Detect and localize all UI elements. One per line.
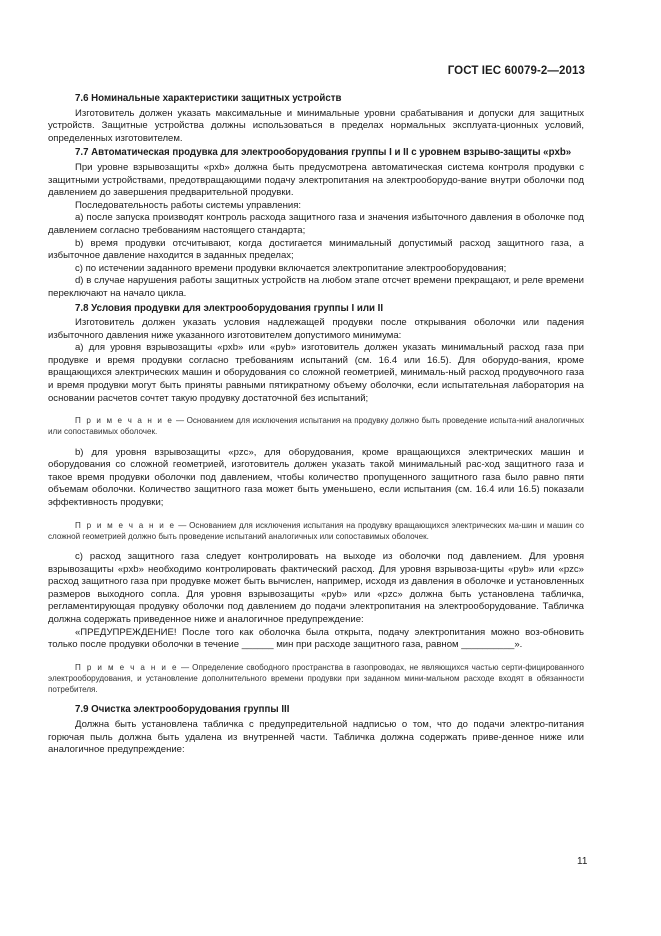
list-item: b) для уровня взрывозащиты «pzc», для оборудования, кроме вращающихся электрических машин и оборудования со сложной геометрией, изготовитель должен указать такой минимальный рас-ход защитного газа и такое время продувки оболочки под давлением, чтобы количество пропущенного защитного газа было равно пяти объемам оболочки. Количество защитного газа может быть уменьшено, если испытания (см. 16.4 или 16.5) показали эффективность продувки; <box>48 446 584 509</box>
note-label: П р и м е ч а н и е <box>75 520 176 530</box>
section-heading-7-6: 7.6 Номинальные характеристики защитных устройств <box>75 93 342 104</box>
warning-text: «ПРЕДУПРЕЖДЕНИЕ! После того как оболочка была открыта, подачу электропитания можно воз-обновить только после продувки оболочки в течение ______ мин при расходе защитного газа, равном __________». <box>48 626 584 651</box>
note-text: — Основанием для исключения испытания на продувку вращающихся электрических ма-шин и машин со сложной геометрией должно быть проведение испытаний аналогичных или сопоставимых оболочек. <box>48 520 584 541</box>
note-label: П р и м е ч а н и е <box>75 662 178 672</box>
paragraph: При уровне взрывозащиты «pxb» должна быть предусмотрена автоматическая система контроля продувки с защитными устройствами, предотвращающими подачу электропитания на электрооборудо-вание внутри оболочки под давлением до завершения предварительной продувки. <box>48 161 584 199</box>
paragraph: Последовательность работы системы управления: <box>75 199 302 211</box>
list-item: c) расход защитного газа следует контролировать на выходе из оболочки под давлением. Для уровня взрывозащиты «pxb» необходимо контролировать фактический расход. Для уровня взрывоза-щиты «pyb» или «pzc» расход защитного газа при продувке может быть вычислен, например, исходя из давления в оболочке и установленных размеров выходного сопла. Для уровня взрывозащиты «pyb» или «pzc» должна быть установлена табличка, регламентирующая продувку оболочки под давлением до подачи электропитания на электрооборудование. Табличка должна содержать приведенное ниже и аналогичное предупреждение: <box>48 551 584 625</box>
paragraph: Изготовитель должен указать максимальные и минимальные уровни срабатывания и допуски для защитных устройств. Защитные устройства должны использоваться в пределах нормальных эксплуата-ционных условий, определенных изготовителем. <box>48 107 584 144</box>
list-item: d) в случае нарушения работы защитных устройств на любом этапе отсчет времени прекращают, и реле времени переключают на начало цикла. <box>48 275 584 299</box>
section-heading-7-8: 7.8 Условия продувки для электрооборудования группы I или II <box>75 302 384 314</box>
section-heading-7-9: 7.9 Очистка электрооборудования группы III <box>75 704 290 716</box>
note-text: — Определение свободного пространства в газопроводах, не являющихся частью серти-фицированного электрооборудования, и установление дополнительного времени продувки при заданном мини-мальном расходе входят в обязанности потребителя. <box>48 662 584 695</box>
note-label: П р и м е ч а н и е <box>75 416 174 426</box>
note <box>48 520 584 542</box>
paragraph: Изготовитель должен указать условия надлежащей продувки после открывания оболочки или падения избыточного давления ниже указанного изготовителем допустимого минимума: <box>48 317 584 341</box>
list-item: а) для уровня взрывозащиты «pxb» или «pyb» изготовитель должен указать минимальный расход газа при продувке и время продувки согласно требованиям испытаний (см. 16.4 или 16.5). Для оборудо-вания, кроме вращающихся электрических машин и оборудования со сложной геометрией, минималь-ный расход продувочного газа и время продувки могут быть приняты равными пятикратному объему оболочки, если испытательная лаборатория на основании расчетов сочтет такую продувку достаточной без испытаний; <box>48 342 584 404</box>
document-body <box>48 93 584 757</box>
page-number: 11 <box>577 856 588 867</box>
note <box>48 662 584 696</box>
paragraph: Должна быть установлена табличка с предупредительной надписью о том, что до подачи электро-питания горючая пыль должна быть удалена из внутренней части. Табличка должна содержать приве-денное ниже или аналогичное предупреждение: <box>48 718 584 756</box>
note <box>48 415 584 437</box>
document-header: ГОСТ IEC 60079-2—2013 <box>447 65 585 77</box>
list-item: а) после запуска производят контроль расхода защитного газа и значения избыточного давления в оболочке под давлением согласно требованиям настоящего стандарта; <box>48 212 584 236</box>
note-text: — Основанием для исключения испытания на продувку должно быть проведение испыта-ний аналогичных или сопоставимых оболочек. <box>48 416 584 437</box>
list-item: b) время продувки отсчитывают, когда достигается минимальный допустимый расход защитного газа, а избыточное давление находится в заданных пределах; <box>48 237 584 262</box>
section-heading-7-7: 7.7 Автоматическая продувка для электрооборудования группы I и II с уровнем взрыво-защиты «pxb» <box>75 147 572 159</box>
list-item: c) по истечении заданного времени продувки включается электропитание электрооборудования; <box>75 262 507 274</box>
